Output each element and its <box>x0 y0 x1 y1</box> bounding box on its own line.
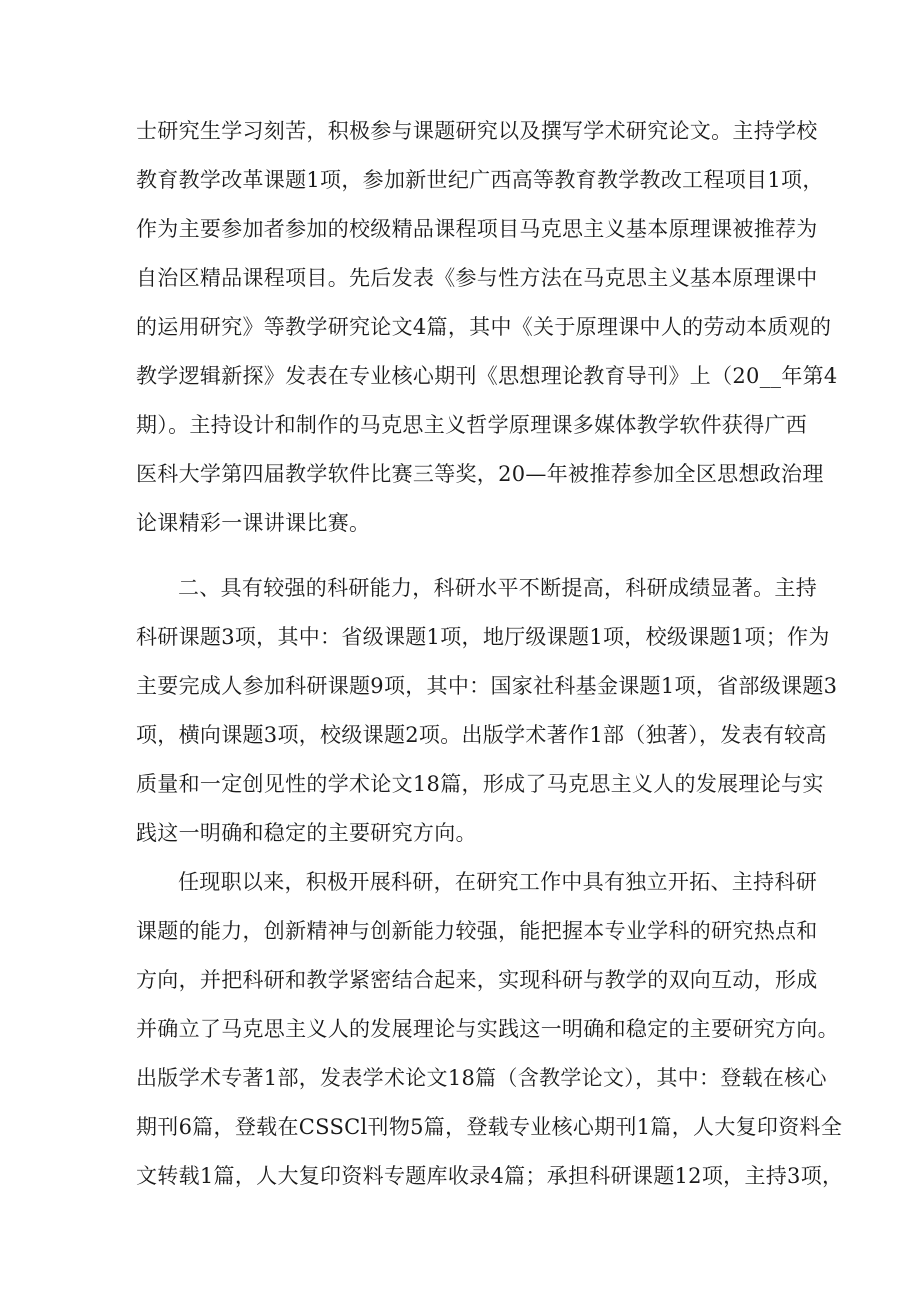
text-line: 论课精彩一课讲课比赛。 <box>136 511 371 535</box>
text-line: 作为主要参加者参加的校级精品课程项目马克思主义基本原理课被推荐为 <box>136 217 818 241</box>
text-line: 出版学术专著1部，发表学术论文18篇（含教学论文），其中：登载在核心 <box>136 1066 827 1090</box>
text-line: 期）。主持设计和制作的马克思主义哲学原理课多媒体教学软件获得广西 <box>136 413 808 437</box>
text-line: 践这一明确和稳定的主要研究方向。 <box>136 821 477 845</box>
text-line: 项，横向课题3项，校级课题2项。出版学术著作1部（独著），发表有较高 <box>136 723 827 747</box>
text-line: 课题的能力，创新精神与创新能力较强，能把握本专业学科的研究热点和 <box>136 919 818 943</box>
text-line: 士研究生学习刻苦，积极参与课题研究以及撰写学术研究论文。主持学校 <box>136 119 818 143</box>
text-line: 并确立了马克思主义人的发展理论与实践这一明确和稳定的主要研究方向。 <box>136 1017 839 1041</box>
paragraph-start-line: 任现职以来，积极开展科研，在研究工作中具有独立开拓、主持科研 <box>178 870 817 894</box>
text-line: 主要完成人参加科研课题9项，其中：国家社科基金课题1项，省部级课题3 <box>136 674 838 698</box>
text-line: 教育教学改革课题1项，参加新世纪广西高等教育教学教改工程项目1项， <box>136 168 824 192</box>
text-line: 科研课题3项，其中：省级课题1项，地厅级课题1项，校级课题1项；作为 <box>136 625 830 649</box>
text-line: 期刊6篇，登载在CSSCl刊物5篇，登载专业核心期刊1篇，人大复印资料全 <box>136 1115 843 1139</box>
text-line: 医科大学第四届教学软件比赛三等奖，20—年被推荐参加全区思想政治理 <box>136 462 824 486</box>
text-line: 方向，并把科研和教学紧密结合起来，实现科研与教学的双向互动，形成 <box>136 968 818 992</box>
text-line: 的运用研究》等教学研究论文4篇，其中《关于原理课中人的劳动本质观的 <box>136 315 832 339</box>
paragraph-start-line: 二、具有较强的科研能力，科研水平不断提高，科研成绩显著。主持 <box>178 576 817 600</box>
text-line: 教学逻辑新探》发表在专业核心期刊《思想理论教育导刊》上（20__年第4 <box>136 364 838 388</box>
text-line: 质量和一定创见性的学术论文18篇，形成了马克思主义人的发展理论与实 <box>136 772 824 796</box>
text-line: 文转载1篇，人大复印资料专题库收录4篇；承担科研课题12项，主持3项， <box>136 1164 844 1188</box>
text-line: 自治区精品课程项目。先后发表《参与性方法在马克思主义基本原理课中 <box>136 266 818 290</box>
